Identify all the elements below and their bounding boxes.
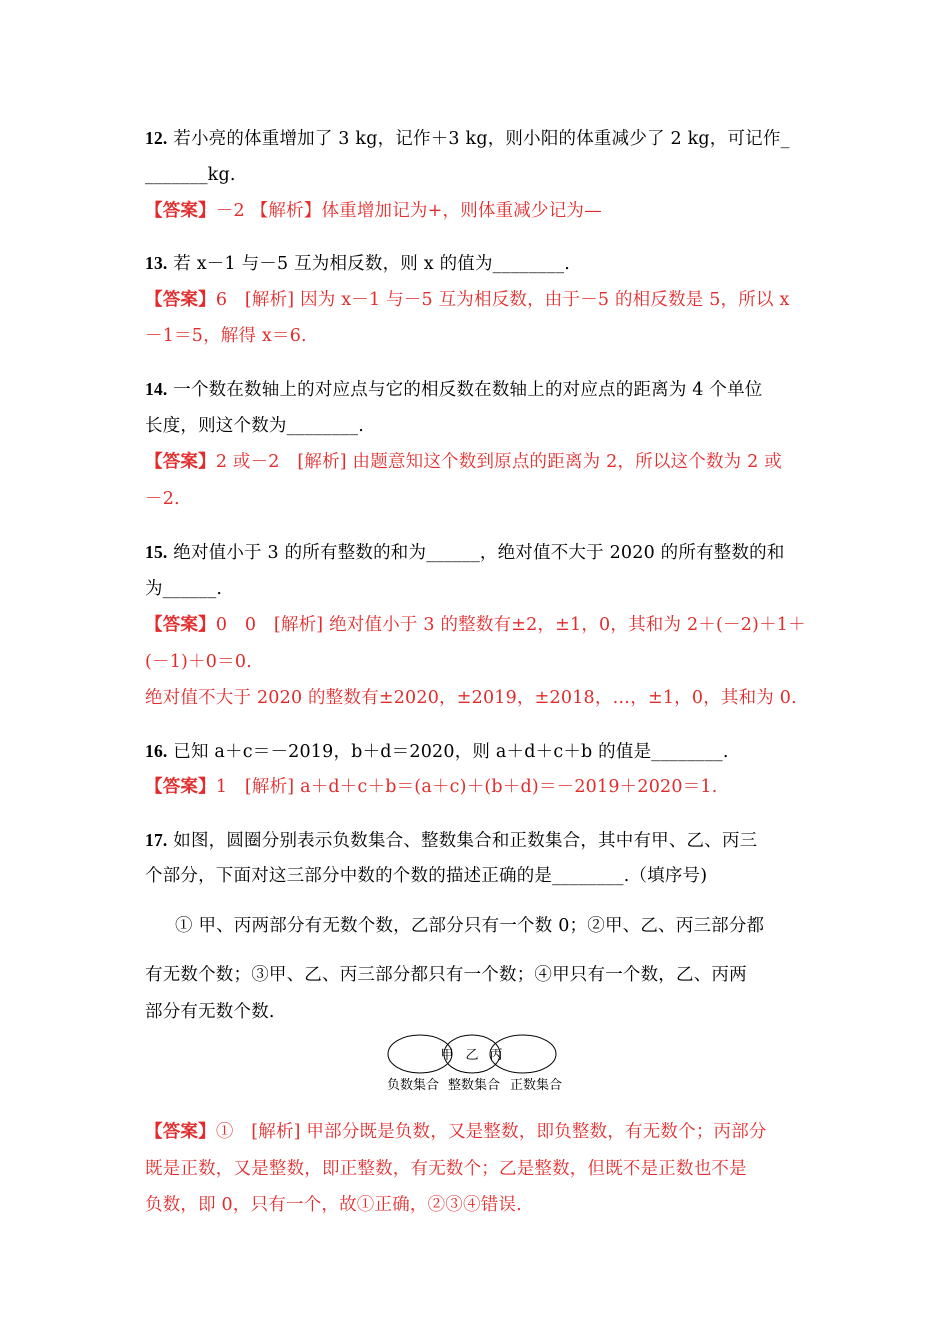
answer-tag: 【答案】 xyxy=(145,290,216,310)
integer-set-label: 整数集合 xyxy=(447,1078,501,1093)
q15-number: 15. xyxy=(145,542,168,562)
q17-number: 17. xyxy=(145,830,168,850)
q17-answer-line-2: 既是正数，又是整数，即正整数，有无数个；乙是整数，但既不是正数也不是 xyxy=(145,1159,747,1179)
q13-answer-line-1 xyxy=(145,288,810,312)
q16-line-1 xyxy=(145,739,810,764)
q17-answer-line-1 xyxy=(145,1120,810,1144)
part-jia-label: 甲 xyxy=(440,1048,454,1063)
answer-tag: 【答案】 xyxy=(145,452,216,472)
q17-answer-line-3: 负数，即 0，只有一个，故①正确，②③④错误. xyxy=(145,1195,522,1215)
q17-option-line-3: 部分有无数个数. xyxy=(145,1002,275,1022)
negative-set-label: 负数集合 xyxy=(386,1078,440,1093)
q14-answer-line-2: －2. xyxy=(145,489,180,509)
q13-number: 13. xyxy=(145,253,168,273)
q17-answer-text-1: ① [解析] 甲部分既是负数，又是整数，即负整数，有无数个；丙部分 xyxy=(215,1122,767,1142)
answer-tag: 【答案】 xyxy=(145,201,216,221)
q15-answer-line-3: 绝对值不大于 2020 的整数有±2020，±2019，±2018，…，±1，0，其和为 0. xyxy=(145,688,797,708)
q12-line-1 xyxy=(145,126,810,151)
q14-text-1: 一个数在数轴上的对应点与它的相反数在数轴上的对应点的距离为 4 个单位 xyxy=(167,380,763,400)
q12-analysis-text: 体重增加记为+，则体重减少记为— xyxy=(321,201,602,221)
answer-tag: 【答案】 xyxy=(145,615,216,635)
q13-answer-text-1: 6 [解析] 因为 x－1 与－5 互为相反数，由于－5 的相反数是 5，所以 x xyxy=(215,290,790,310)
q14-answer-text-1: 2 或－2 [解析] 由题意知这个数到原点的距离为 2，所以这个数为 2 或 xyxy=(215,452,782,472)
q15-answer-line-1 xyxy=(145,613,810,637)
q16-answer-line-1 xyxy=(145,775,810,799)
q12-number: 12. xyxy=(145,128,168,148)
q17-option-line-1: ① 甲、丙两部分有无数个数，乙部分只有一个数 0；②甲、乙、丙三部分都 xyxy=(175,916,765,936)
q12-answer xyxy=(145,199,810,223)
part-bing-label: 丙 xyxy=(489,1048,503,1063)
answer-tag: 【答案】 xyxy=(145,1122,216,1142)
q16-number: 16. xyxy=(145,741,168,761)
q13-line-1 xyxy=(145,251,810,276)
q15-answer-line-2: (－1)＋0＝0. xyxy=(145,652,252,672)
q12-answer-text: －2 xyxy=(215,201,245,221)
q16-text-1: 已知 a＋c＝－2019，b＋d＝2020，则 a＋d＋c＋b 的值是________. xyxy=(167,742,729,762)
q14-number: 14. xyxy=(145,379,168,399)
q12-line-2: _______kg. xyxy=(145,165,236,185)
q12-text-1: 若小亮的体重增加了 3 kg，记作＋3 kg，则小阳的体重减少了 2 kg，可记作_ xyxy=(167,129,790,149)
analysis-tag: 【解析】 xyxy=(250,201,322,221)
q15-answer-text-1: 0 0 [解析] 绝对值小于 3 的整数有±2，±1，0，其和为 2＋(－2)＋1＋ xyxy=(215,615,806,635)
positive-set-label: 正数集合 xyxy=(509,1078,563,1093)
q17-text-1: 如图，圆圈分别表示负数集合、整数集合和正数集合，其中有甲、乙、丙三 xyxy=(167,831,758,851)
q15-line-1 xyxy=(145,540,810,565)
q15-text-1: 绝对值小于 3 的所有整数的和为______，绝对值不大于 2020 的所有整数的和 xyxy=(167,543,785,563)
q17-line-1 xyxy=(145,828,810,853)
q13-text-1: 若 x－1 与－5 互为相反数，则 x 的值为________. xyxy=(167,254,571,274)
q14-line-1 xyxy=(145,377,810,402)
q13-answer-line-2: －1＝5，解得 x＝6. xyxy=(145,326,307,346)
q17-option-line-2: 有无数个数；③甲、乙、丙三部分都只有一个数；④甲只有一个数，乙、丙两 xyxy=(145,965,747,985)
q14-line-2: 长度，则这个数为________. xyxy=(145,416,364,436)
q14-answer-line-1 xyxy=(145,450,810,474)
answer-tag: 【答案】 xyxy=(145,777,216,797)
venn-diagram xyxy=(380,1030,580,1100)
part-yi-label: 乙 xyxy=(465,1048,479,1063)
q17-line-2: 个部分，下面对这三部分中数的个数的描述正确的是________.（填序号) xyxy=(145,866,708,886)
q15-line-2: 为______. xyxy=(145,579,223,599)
q16-answer-text-1: 1 [解析] a＋d＋c＋b＝(a＋c)＋(b＋d)＝－2019＋2020＝1. xyxy=(215,777,718,797)
